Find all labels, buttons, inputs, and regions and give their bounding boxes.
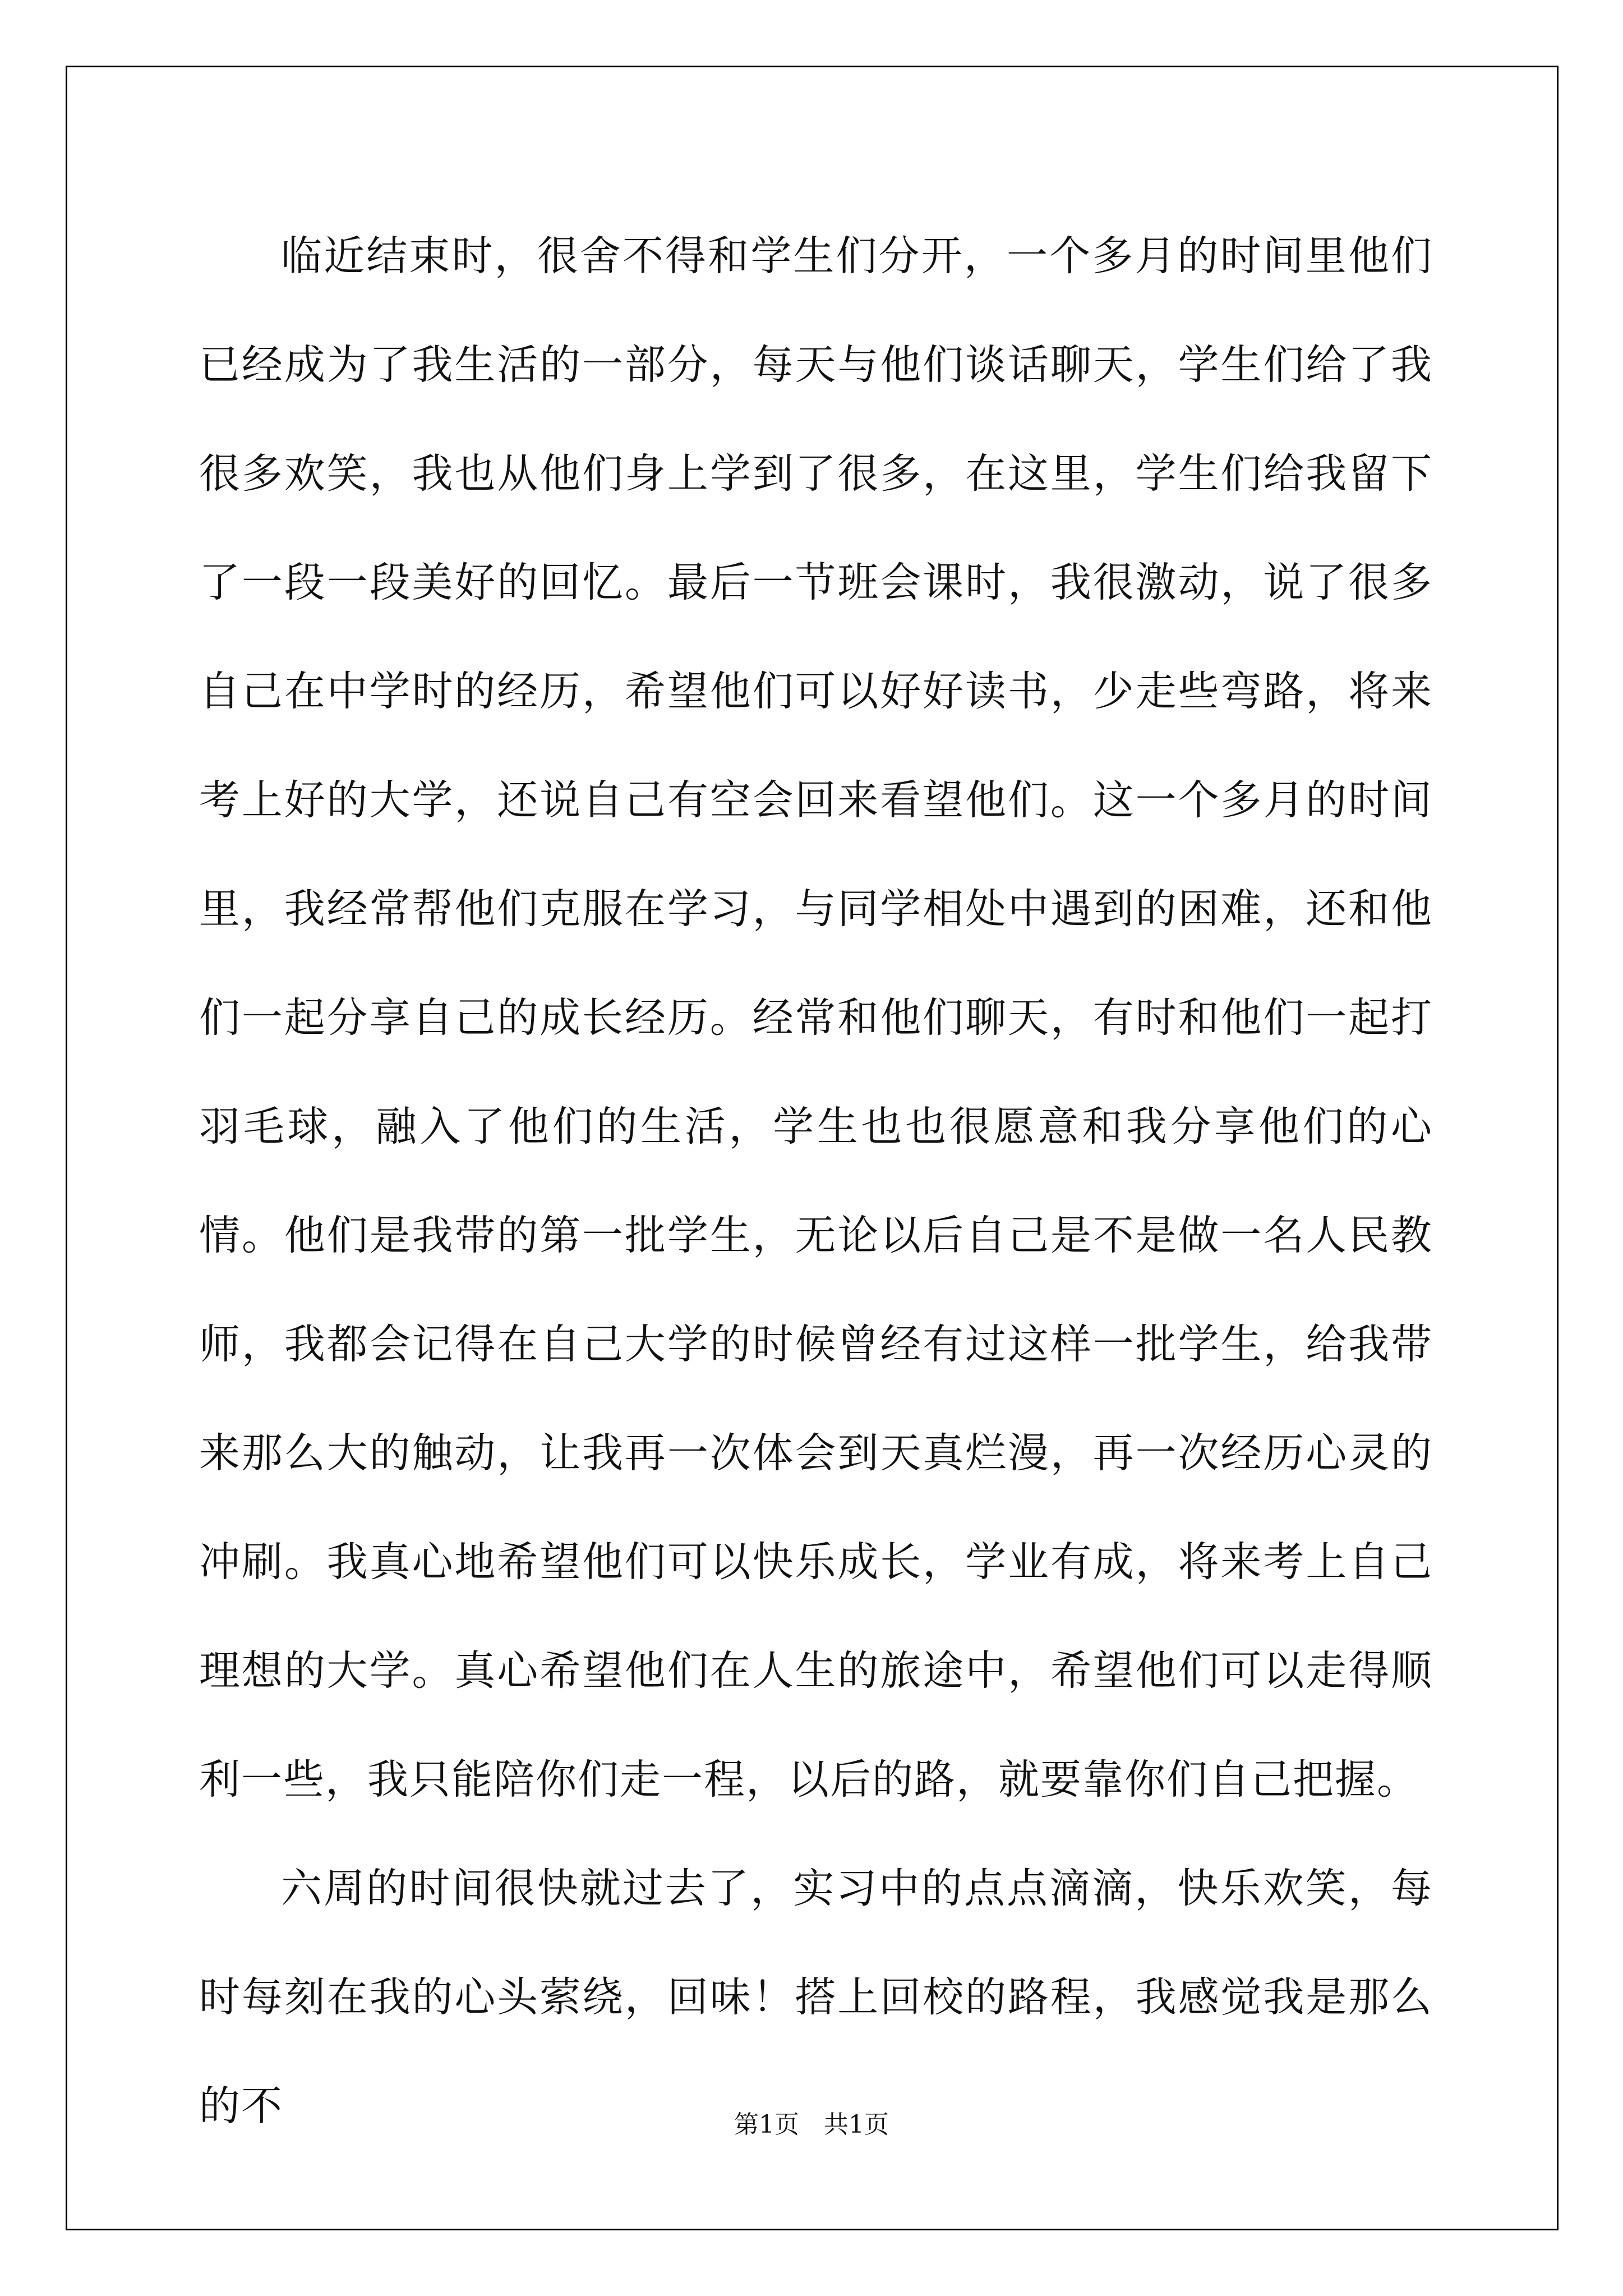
paragraph-1: 临近结束时，很舍不得和学生们分开，一个多月的时间里他们已经成为了我生活的一部分，每天与他们谈话聊天，学生们给了我很多欢笑，我也从他们身上学到了很多，在这里，学生们给我留下了一段一段美好的回忆。最后一节班会课时，我很激动，说了很多自己在中学时的经历，希望他们可以好好读书，少走些弯路，将来考上好的大学，还说自己有空会回来看望他们。这一个多月的时间里，我经常帮他们克服在学习，与同学相处中遇到的困难，还和他们一起分享自己的成长经历。经常和他们聊天，有时和他们一起打羽毛球，融入了他们的生活，学生也也很愿意和我分享他们的心情。他们是我带的第一批学生，无论以后自己是不是做一名人民教师，我都会记得在自己大学的时候曾经有过这样一批学生，给我带来那么大的触动，让我再一次体会到天真烂漫，再一次经历心灵的冲刷。我真心地希望他们可以快乐成长，学业有成，将来考上自己理想的大学。真心希望他们在人生的旅途中，希望他们可以走得顺利一些，我只能陪你们走一程，以后的路，就要靠你们自己把握。 xyxy=(199,232,1433,1803)
page-number-footer: 第1页 共1页 xyxy=(734,2110,889,2139)
document-body xyxy=(199,202,1433,2161)
paragraph-2: 六周的时间很快就过去了，实习中的点点滴滴，快乐欢笑，每时每刻在我的心头萦绕，回味！搭上回校的路程，我感觉我是那么的不 xyxy=(199,1865,1433,2130)
